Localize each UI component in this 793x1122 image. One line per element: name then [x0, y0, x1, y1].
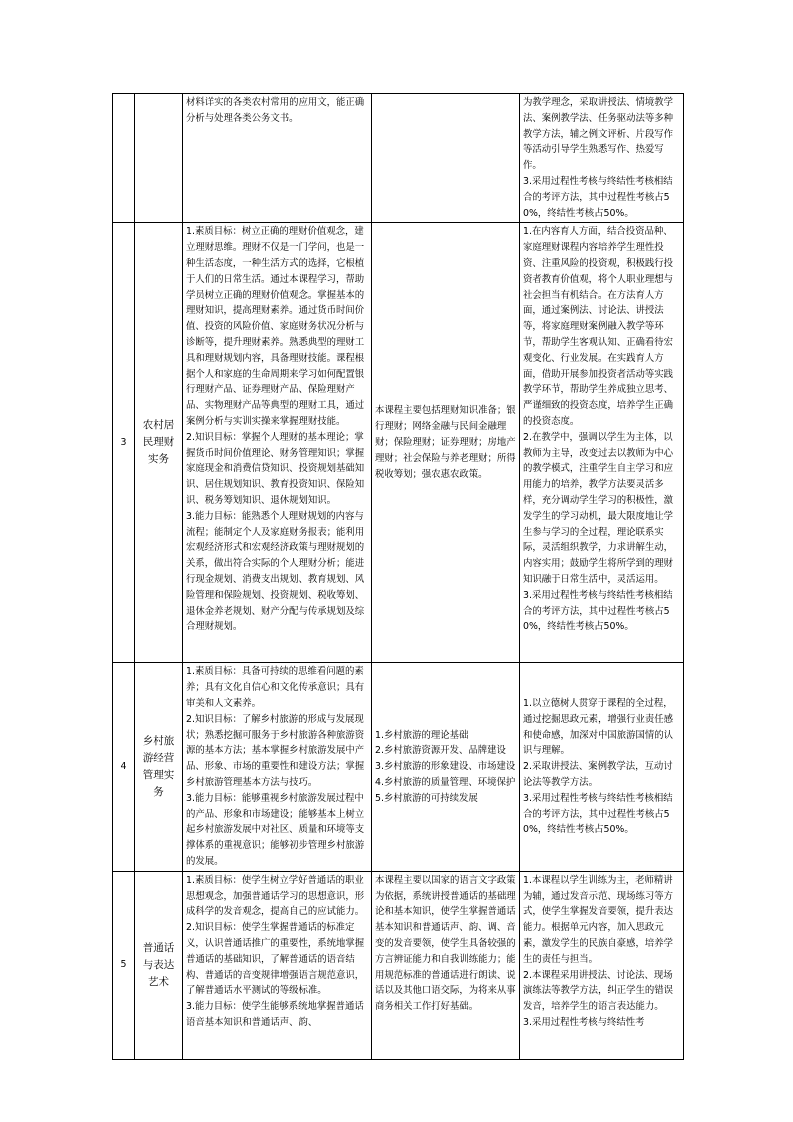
- course-goals: 材料详实的各类农村常用的应用文，能正确分析与处理各类公务文书。: [183, 94, 372, 223]
- table-row: [113, 94, 684, 223]
- course-goals: 1.素质目标：树立正确的理财价值观念，建立理财思维。理财不仅是一门学问，也是一种生活态度，一种生活方式的选择，它根植于人们的日常生活。通过本课程学习，帮助学员树立正确的理财价值观念。掌握基本的理财知识，提高理财素养。通过货币时间价值、投资的风险价值、家庭财务状况分析与诊断等，提升理财素养。熟悉典型的理财工具和理财规划内容，具备理财技能。课程根据个人和家庭的生命周期来学习如何配置银行理财产品、证券理财产品、保险理财产品、实物理财产品等典型的理财工具，通过案例分析与实训实操来掌握理财技能。 2.知识目标：掌握个人理财的基本理论；掌握货币时间价值理论、财务管理知识；掌握家庭现金和消费信贷知识、投资规划基础知识、居住规划知识、教育投资知识、保险知识、税务筹划知识、退休规划知识。 3.能力目标：能熟悉个人理财规划的内容与流程；能制定个人及家庭财务报表；能利用宏观经济形式和宏观经济政策与理财规划的关系，做出符合实际的个人理财分析；能进行现金规划、消费支出规划、教育规划、风险管理和保险规划、投资规划、税收筹划、退休金养老规划、财产分配与传承规划及综合理财规划。: [183, 223, 372, 663]
- course-goals: 1.素质目标：具备可持续的思维看问题的素养；具有文化自信心和文化传承意识；具有审美和人文素养。 2.知识目标：了解乡村旅游的形成与发展现状；熟悉挖掘可服务于乡村旅游各种旅游资源的基本方法；基本掌握乡村旅游发展中产品、形象、市场的重要性和建设方法；掌握乡村旅游管理基本方法与技巧。 3.能力目标：能够重视乡村旅游发展过程中的产品、形象和市场建设；能够基本上树立起乡村旅游发展中对社区、质量和环境等支撑体系的重视意识；能够初步管理乡村旅游的发展。: [183, 663, 372, 871]
- table-row: [113, 663, 684, 871]
- course-table: [112, 93, 684, 1060]
- course-content: 本课程主要包括理财知识准备；银行理财；网络金融与民间金融理财；保险理财；证券理财；房地产理财；社会保险与养老理财；所得税收筹划；强农惠农政策。: [372, 223, 520, 663]
- teaching-requirements: 为教学理念，采取讲授法、情境教学法、案例教学法、任务驱动法等多种教学方法，辅之例文评析、片段写作等活动引导学生熟悉写作、热爱写作。 3.采用过程性考核与终结性考核相结合的考评方法，其中过程性考核占50%，终结性考核占50%。: [520, 94, 684, 223]
- teaching-requirements: 1.以立德树人贯穿于课程的全过程，通过挖掘思政元素，增强行业责任感和使命感，加深对中国旅游国情的认识与理解。 2.采取讲授法、案例教学法，互动讨论法等教学方法。 3.采用过程性考核与终结性考核相结合的考评方法，其中过程性考核占50%，终结性考核占50%。: [520, 663, 684, 871]
- row-number: [113, 94, 135, 223]
- course-content: 1.乡村旅游的理论基础 2.乡村旅游资源开发、品牌建设 3.乡村旅游的形象建设、市场建设 4.乡村旅游的质量管理、环境保护 5.乡村旅游的可持续发展: [372, 663, 520, 871]
- course-content: [372, 94, 520, 223]
- table-row: [113, 871, 684, 1059]
- course-name: 农村居民理财实务: [135, 223, 183, 663]
- row-number: 5: [113, 871, 135, 1059]
- course-name: 普通话与表达艺术: [135, 871, 183, 1059]
- row-number: 4: [113, 663, 135, 871]
- course-name: [135, 94, 183, 223]
- teaching-requirements: 1.本课程以学生训练为主，老师精讲为辅，通过发音示范、现场练习等方式，使学生掌握发音要领，提升表达能力。根据单元内容，加入思政元素，激发学生的民族自豪感，培养学生的责任与担当。 2.本课程采用讲授法、讨论法、现场演练法等教学方法，纠正学生的错误发音，培养学生的语言表达能力。 3.采用过程性考核与终结性考: [520, 871, 684, 1059]
- row-number: 3: [113, 223, 135, 663]
- teaching-requirements: 1.在内容育人方面，结合投资品种、家庭理财课程内容培养学生理性投资、注重风险的投资观，积极践行投资者教育价值观，将个人职业理想与社会担当有机结合。在方法育人方面，通过案例法、讨论法、讲授法等，将家庭理财案例融入教学等环节，帮助学生客观认知、正确看待宏观变化、行业发展。在实践育人方面，借助开展参加投资者活动等实践教学环节，帮助学生养成独立思考、严谨细致的投资态度，培养学生正确的投资态度。 2.在教学中，强调以学生为主体，以教师为主导，改变过去以教师为中心的教学模式，注重学生自主学习和应用能力的培养，教学方法要灵活多样，充分调动学生学习的积极性，激发学生的学习动机，最大限度地让学生参与学习的全过程，理论联系实际，灵活组织教学，力求讲解生动，内容实用；鼓励学生将所学到的理财知识融于日常生活中，灵活运用。 3.采用过程性考核与终结性考核相结合的考评方法，其中过程性考核占50%，终结性考核占50%。: [520, 223, 684, 663]
- course-content: 本课程主要以国家的语言文字政策为依据，系统讲授普通话的基础理论和基本知识，使学生掌握普通话基本知识和普通话声、韵、调、音变的发音要领，使学生具备较强的方言辨证能力和自我训练能力；能用规范标准的普通话进行朗读、说话以及其他口语交际，为将来从事商务相关工作打好基础。: [372, 871, 520, 1059]
- course-name: 乡村旅游经营管理实务: [135, 663, 183, 871]
- table-row: [113, 223, 684, 663]
- course-goals: 1.素质目标：使学生树立学好普通话的职业思想观念，加强普通话学习的思想意识，形成科学的发音观念，提高自己的应试能力。 2.知识目标：使学生掌握普通话的标准定义，认识普通话推广的重要性，系统地掌握普通话的基础知识，了解普通话的语音结构、普通话的音变规律增强语言规范意识，了解普通话水平测试的等级标准。 3.能力目标：使学生能够系统地掌握普通话语音基本知识和普通话声、韵、: [183, 871, 372, 1059]
